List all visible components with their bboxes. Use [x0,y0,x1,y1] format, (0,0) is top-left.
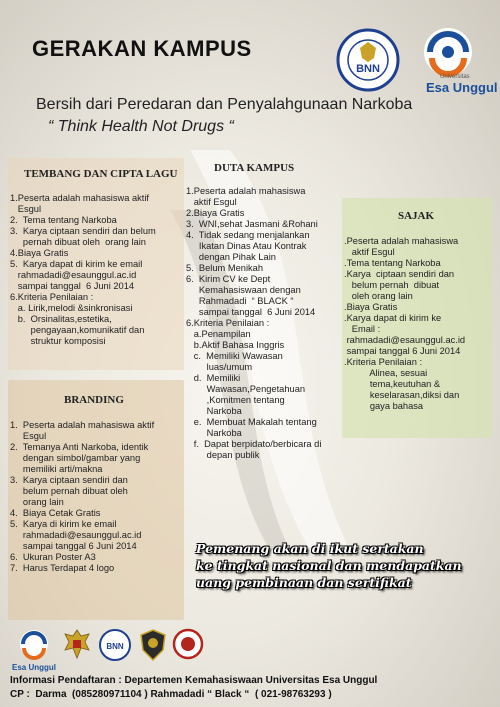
branding-line: 5. Karya di kirim ke email [10,519,117,529]
tembang-line: rahmadadi@esaunggul.ac.id [10,270,137,280]
duta-line: dengan Pihak Lain [186,252,276,262]
branding-line: 7. Harus Terdapat 4 logo [10,563,115,573]
announcement-line: ke tingkat nasional dan mendapatkan [196,558,462,573]
sajak-line: tema,keutuhan & [344,379,441,389]
sajak-heading: SAJAK [398,210,435,222]
duta-line: Rahmadadi “ BLACK “ [186,296,294,306]
police-badge-icon [138,628,168,662]
duta-line: Narkoba [186,406,242,416]
sajak-line: Email : [344,324,381,334]
bnn-logo [336,28,400,92]
tembang-heading: TEMBANG DAN CIPTA LAGU [24,168,178,180]
footer-bnn-logo [98,628,132,662]
duta-line: sampai tanggal 6 Juni 2014 [186,307,316,317]
page-title: GERAKAN KAMPUS [32,36,252,61]
duta-line: 4. Tidak sedang menjalankan [186,230,310,240]
tembang-line: pernah dibuat oleh orang lain [10,237,146,247]
garuda-emblem-icon [62,628,92,660]
sajak-line: .Tema tentang Narkoba [344,258,441,268]
duta-line: luas/umum [186,362,253,372]
duta-line: Narkoba [186,428,242,438]
branding-line: orang lain [10,497,64,507]
sajak-line: .Kriteria Penilaian : [344,357,423,367]
sajak-line: .Karya dapat di kirim ke [344,313,442,323]
duta-line: aktif Esgul [186,197,237,207]
duta-line: depan publik [186,450,260,460]
tembang-line: 2. Tema tentang Narkoba [10,215,117,225]
footer-bnn-text: BNN [106,642,124,651]
branding-line: dengan simbol/gambar yang [10,453,141,463]
sajak-line: sampai tanggal 6 Juni 2014 [344,346,461,356]
announcement-line: Pemenang akan di ikut sertakan [196,541,424,556]
footer-esa-name: Esa Unggul [12,663,57,672]
duta-heading: DUTA KAMPUS [214,162,295,174]
branding-line: 1. Peserta adalah mahasiswa aktif [10,420,155,430]
duta-line: e. Membuat Makalah tentang [186,417,317,427]
tembang-line: 1.Peserta adalah mahasiswa aktif [10,193,150,203]
sajak-line: .Karya ciptaan sendiri dan [344,269,455,279]
tembang-line: 6.Kriteria Penilaian : [10,292,94,302]
sajak-list [344,236,465,412]
sajak-line: oleh orang lain [344,291,413,301]
duta-line: Kemahasiswaan dengan [186,285,301,295]
branding-line: Esgul [10,431,47,441]
sajak-line: gaya bahasa [344,401,424,411]
subtitle-line1: Bersih dari Peredaran dan Penyalahgunaan Narkoba [36,96,413,113]
esa-logo-small-text: Universitas [440,74,470,80]
footer-contact: CP : Darma (085280971104 ) Rahmadadi “ Black “ ( 021-98763293 ) [10,689,332,700]
duta-line: Ikatan Dinas Atau Kontrak [186,241,307,251]
footer-esa-logo [14,628,54,664]
duta-list [186,186,321,461]
tembang-line: 5. Karya dapat di kirim ke email [10,259,143,269]
branding-line: rahmadadi@esaunggul.ac.id [10,530,142,540]
duta-line: c. Memiliki Wawasan [186,351,283,361]
branding-line: sampai tanggal 6 Juni 2014 [10,541,137,551]
branding-line: memiliki arti/makna [10,464,103,474]
duta-line: 5. Belum Menikah [186,263,263,273]
branding-line: 4. Biaya Cetak Gratis [10,508,101,518]
branding-line: 6. Ukuran Poster A3 [10,552,96,562]
sajak-line: rahmadadi@esaunggul.ac.id [344,335,466,345]
tembang-line: 3. Karya ciptaan sendiri dan belum [10,226,156,236]
esa-logo-name: Esa Unggul [426,80,498,95]
duta-line: 1.Peserta adalah mahasiswa [186,186,306,196]
tembang-line: pengayaan,komunikatif dan [10,325,145,335]
sajak-line: Alinea, sesuai [344,368,428,378]
duta-line: f. Dapat berpidato/berbicara di [186,439,322,449]
duta-line: 6. Kirim CV ke Dept [186,274,271,284]
tembang-line: sampai tanggal 6 Juni 2014 [10,281,135,291]
branding-line: 3. Karya ciptaan sendiri dan [10,475,128,485]
branding-heading: BRANDING [64,394,124,406]
duta-line: ,Komitmen tentang [186,395,285,405]
tembang-line: struktur komposisi [10,336,106,346]
subtitle-line2: “ Think Health Not Drugs “ [48,118,234,135]
sajak-line: keselarasan,diksi dan [344,390,460,400]
duta-line: Wawasan,Pengetahuan [186,384,306,394]
bnn-logo-text: BNN [356,63,380,75]
sajak-line: belum pernah dibuat [344,280,440,290]
red-seal-icon [172,628,204,660]
tembang-line: a. Lirik,melodi &sinkronisasi [10,303,133,313]
sajak-line: .Peserta adalah mahasiswa [344,236,459,246]
duta-line: 3. WNI,sehat Jasmani &Rohani [186,219,318,229]
tembang-line: Esgul [10,204,42,214]
branding-line: 2. Temanya Anti Narkoba, identik [10,442,149,452]
branding-list [10,420,154,574]
duta-line: a.Penampilan [186,329,251,339]
sajak-line: aktif Esgul [344,247,395,257]
announcement-line: uang pembinaan dan sertifikat [196,575,412,590]
branding-line: belum pernah dibuat oleh [10,486,128,496]
tembang-line: b. Orsinalitas,estetika, [10,314,112,324]
tembang-list [10,193,156,347]
winner-announcement [196,540,462,591]
tembang-line: 4.Biaya Gratis [10,248,69,258]
duta-line: 6.Kriteria Penilaian : [186,318,270,328]
duta-line: 2.Biaya Gratis [186,208,245,218]
duta-line: b.Aktif Bahasa Inggris [186,340,285,350]
footer-info: Informasi Pendaftaran : Departemen Kemahasiswaan Universitas Esa Unggul [10,675,378,686]
sajak-line: .Biaya Gratis [344,302,398,312]
duta-line: d. Memiliki [186,373,241,383]
